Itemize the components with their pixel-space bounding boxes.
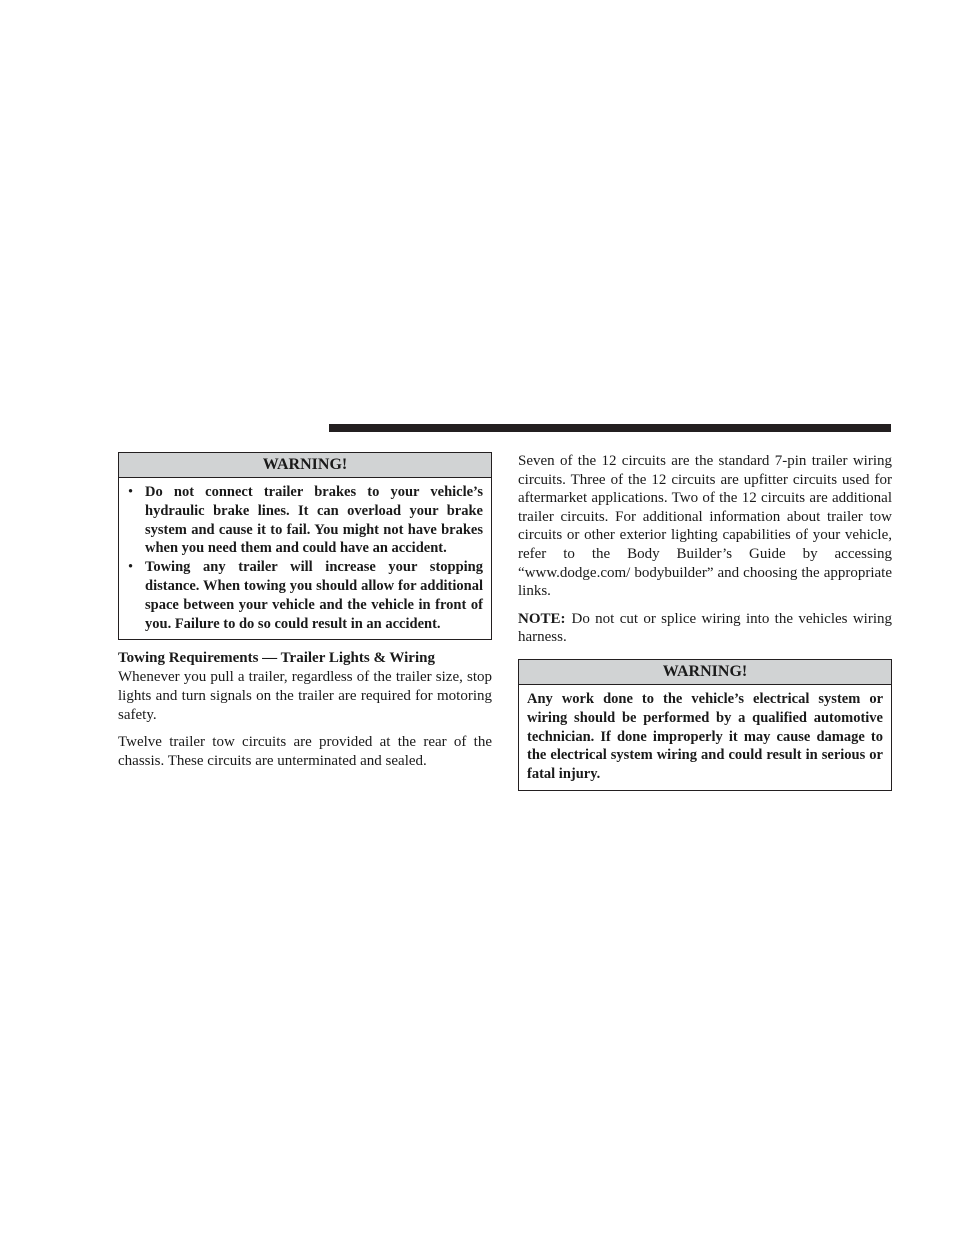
paragraph: Whenever you pull a trailer, regardless of the trailer size, stop lights and turn signals on the trailer are required for motoring safety.	[118, 669, 492, 723]
warning-title: WARNING!	[119, 453, 491, 478]
warning-body	[119, 478, 491, 639]
note-paragraph	[518, 610, 892, 647]
warning-list-item	[127, 558, 483, 633]
warning-item-text: Do not connect trailer brakes to your vehicle’s hydraulic brake lines. It can overload your brake system and cause it to fail. You might not have brakes when you need them and could have an accident.	[145, 484, 483, 557]
section-heading: Towing Requirements — Trailer Lights & Wiring	[118, 650, 435, 667]
left-column	[118, 452, 492, 770]
warning-body: Any work done to the vehicle’s electrical system or wiring should be performed by a qualified automotive technician. If done improperly it may cause damage to the electrical system wiring and could result in serious or fatal injury.	[527, 690, 883, 783]
warning-item-text: Towing any trailer will increase your stopping distance. When towing you should allow for additional space between your vehicle and the vehicle in front of you. Failure to do so could result in an accident.	[145, 559, 483, 632]
note-label: NOTE:	[518, 610, 566, 627]
warning-box-right	[518, 659, 892, 791]
note-text: Do not cut or splice wiring into the vehicles wiring harness.	[518, 610, 892, 646]
warning-list	[127, 483, 483, 633]
warning-title: WARNING!	[519, 660, 891, 685]
bullet-icon: •	[128, 484, 134, 500]
bullet-icon: •	[128, 559, 134, 576]
paragraph: Twelve trailer tow circuits are provided at the rear of the chassis. These circuits are unterminated and sealed.	[118, 734, 492, 769]
paragraph: Seven of the 12 circuits are the standard 7-pin trailer wiring circuits. Three of the 12 circuits are upfitter circuits used for aftermarket applications. Two of the 12 circuits are additional trailer circuits. For additional information about trailer tow circuits or other exterior lighting capabilities of your vehicle, refer to the Body Builder’s Guide by accessing “www.dodge.com/ bodybuilder” and choosing the appropriate links.	[518, 453, 892, 600]
warning-box-left	[118, 452, 492, 640]
warning-list-item	[127, 483, 483, 558]
header-rule	[329, 424, 891, 432]
right-column	[518, 452, 892, 791]
